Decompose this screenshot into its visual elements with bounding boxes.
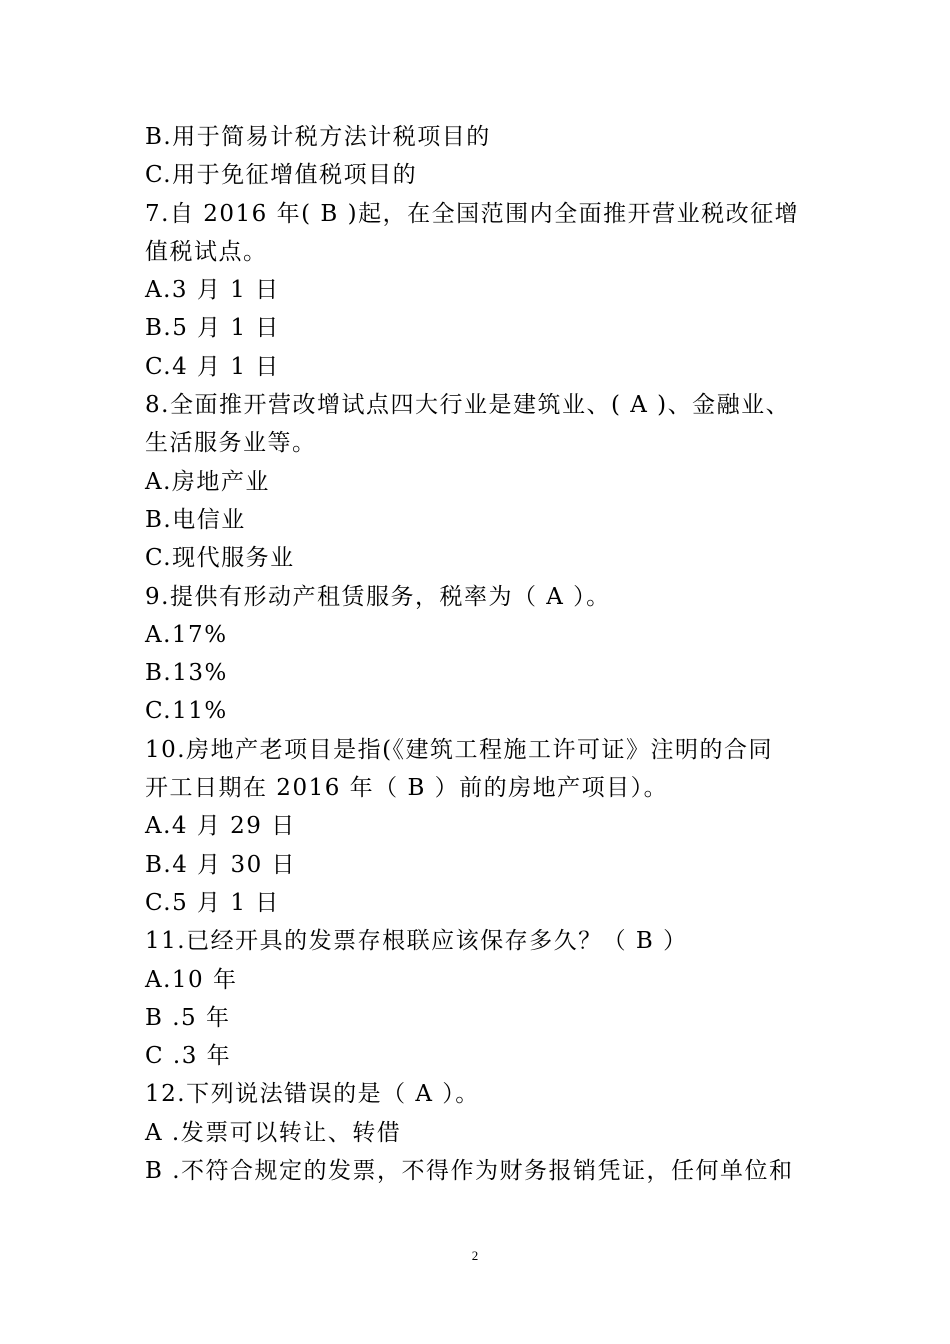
option-line: A.10 年	[145, 966, 238, 993]
question-line: 7.自 2016 年( B )起，在全国范围内全面推开营业税改征增	[145, 200, 800, 227]
question-line: 10.房地产老项目是指(《建筑工程施工许可证》注明的合同	[145, 736, 774, 763]
option-line: A.3 月 1 日	[145, 277, 280, 304]
option-line: C .3 年	[145, 1043, 232, 1070]
option-line: A.17%	[145, 621, 228, 648]
question-line: 12.下列说法错误的是（ A ）。	[145, 1081, 480, 1108]
option-line: B .5 年	[145, 1004, 231, 1031]
option-line: A .发票可以转让、转借	[145, 1119, 402, 1146]
option-line: C.5 月 1 日	[145, 889, 280, 916]
document-body	[145, 118, 815, 1190]
question-line: 9.提供有形动产租赁服务，税率为（ A ）。	[145, 583, 611, 610]
option-line: C.11%	[145, 698, 228, 725]
text-line: 生活服务业等。	[145, 430, 317, 457]
question-line: 11.已经开具的发票存根联应该保存多久？（ B ）	[145, 928, 688, 955]
option-line: B.4 月 30 日	[145, 851, 297, 878]
option-line: B.电信业	[145, 506, 246, 533]
option-line: B .不符合规定的发票，不得作为财务报销凭证，任何单位和	[145, 1158, 794, 1185]
text-line: 值税试点。	[145, 238, 268, 265]
page-number: 2	[471, 1248, 479, 1263]
option-line: A.房地产业	[145, 468, 270, 495]
option-line: C.4 月 1 日	[145, 353, 280, 380]
option-line: B.13%	[145, 660, 228, 687]
option-line: C.现代服务业	[145, 545, 295, 572]
question-line: 8.全面推开营改增试点四大行业是建筑业、( A )、金融业、	[145, 392, 791, 419]
option-line: A.4 月 29 日	[145, 813, 296, 840]
option-line: B.5 月 1 日	[145, 315, 280, 342]
text-line: B.用于简易计税方法计税项目的	[145, 124, 491, 150]
text-line: 开工日期在 2016 年（ B ）前的房地产项目）。	[145, 775, 669, 802]
text-line: C.用于免征增值税项目的	[145, 162, 418, 189]
